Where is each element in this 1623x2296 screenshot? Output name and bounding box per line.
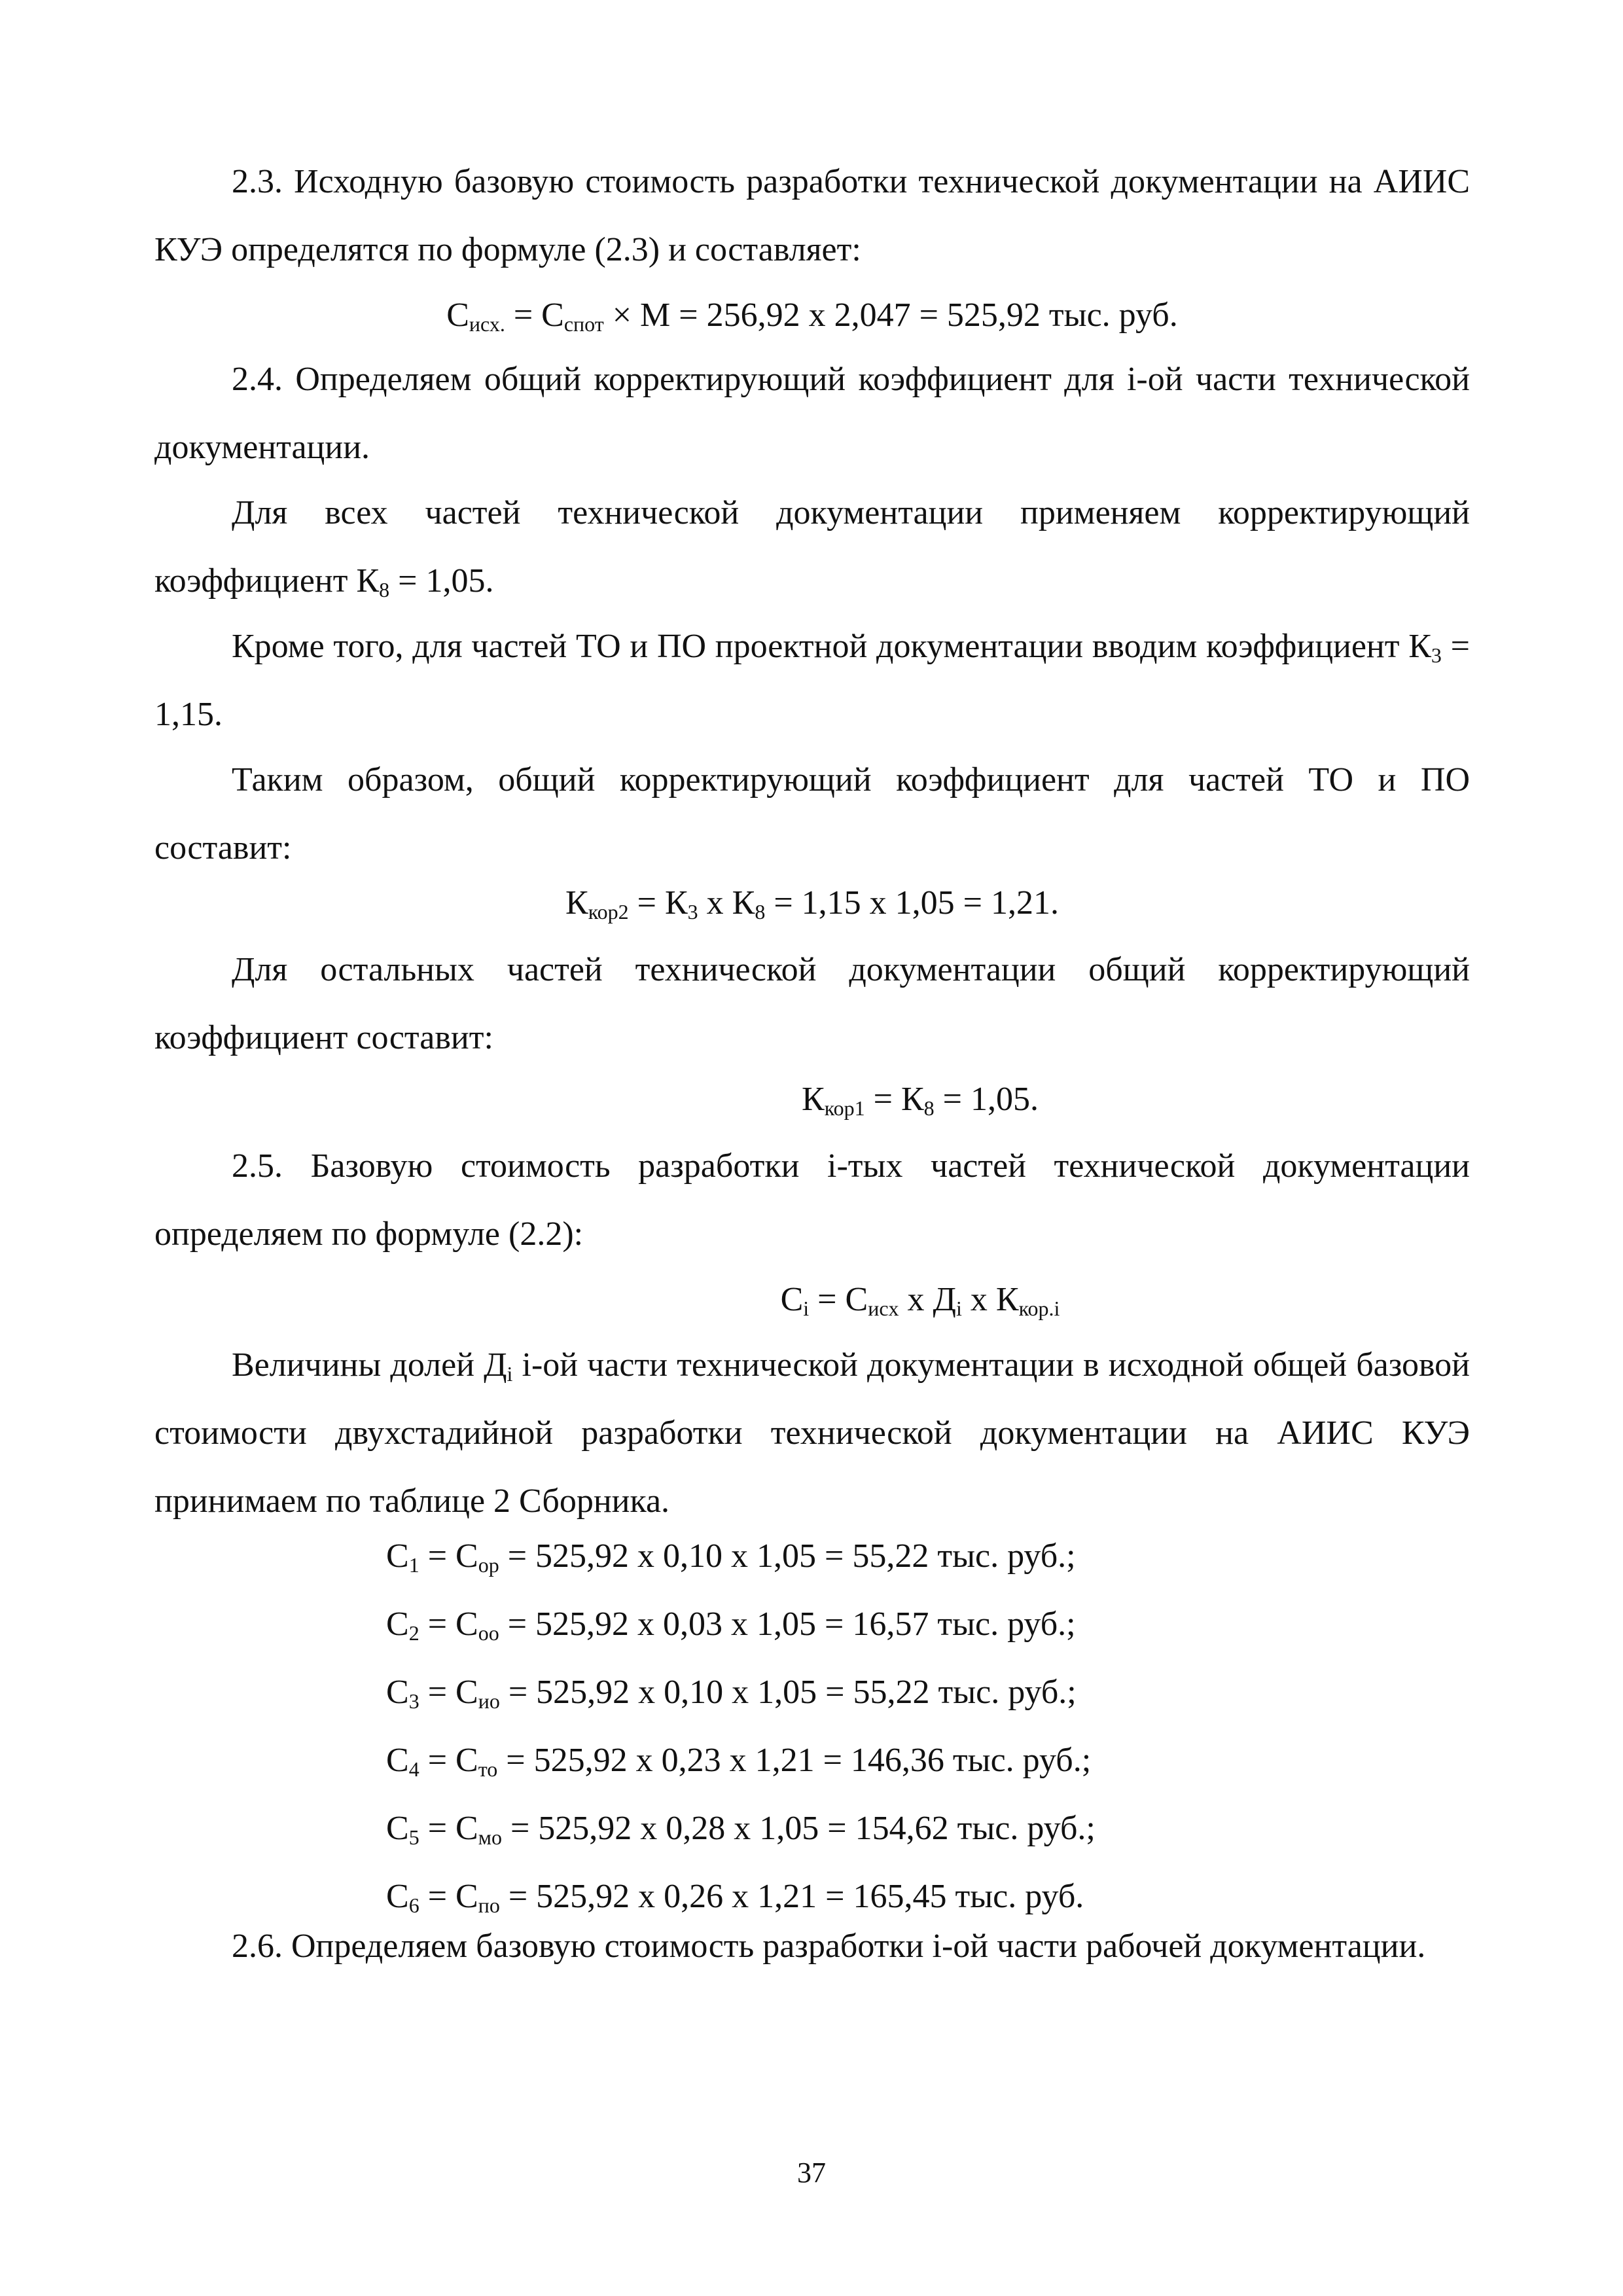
paragraph-k8: Для всех частей технической документации применяем корректирующий коэффициент $К_8 = 1,05$.: [154, 494, 1470, 601]
paragraph-2-4: 2.4. Определяем общий корректирующий коэффициент для i-ой части технической документации.: [154, 361, 1470, 466]
page-number: 37: [797, 2157, 826, 2189]
cost-line: $С_5 = С_{мо} = 525,92$ х 0,28 х 1,05 = 154,62 тыс. руб.;: [386, 1810, 1096, 1849]
formula-c-ish: $С_{исх.} = С_{спот} \times М = 256,92$ х 2,047 = 525,92 тыс. руб.: [446, 296, 1178, 336]
paragraph-2-6: 2.6. Определяем базовую стоимость разработки i-ой части рабочей документации.: [232, 1928, 1426, 1965]
paragraph-thus: Таким образом, общий корректирующий коэффициент для частей ТО и ПО составит:: [154, 761, 1470, 867]
cost-calculations: [386, 1522, 1096, 1931]
formula-c-i: $С_i = С_{иcх}$ х $Д_i$ х $К_{кор.i}$: [780, 1281, 1060, 1320]
cost-line: $С_4 = С_{то} = 525,92$ х 0,23 х 1,21 = 146,36 тыс. руб.;: [386, 1742, 1092, 1781]
paragraph-k3: Кроме того, для частей ТО и ПО проектной документации вводим коэффициент $К_3 = 1,15$.: [154, 628, 1470, 733]
paragraph-2-5: 2.5. Базовую стоимость разработки i-тых частей технической документации определяем по формуле (2.2):: [154, 1147, 1470, 1253]
paragraph-2-3: 2.3. Исходную базовую стоимость разработки технической документации на АИИС КУЭ определятся по формуле (2.3) и составляет:: [154, 163, 1470, 268]
cost-line: $С_2 = С_{оо} = 525,92$ х 0,03 х 1,05 = 16,57 тыс. руб.;: [386, 1605, 1076, 1645]
paragraph-rest: Для остальных частей технической документации общий корректирующий коэффициент составит:: [154, 951, 1470, 1056]
cost-line: $С_6 = С_{по} = 525,92$ х 0,26 х 1,21 = 165,45 тыс. руб.: [386, 1878, 1084, 1917]
formula-k-kor1: $К_{кор1} = К_8 = 1,05$.: [802, 1081, 1039, 1120]
cost-line: $С_1 = С_{ор} = 525,92$ х 0,10 х 1,05 = 55,22 тыс. руб.;: [386, 1537, 1076, 1577]
paragraph-shares: Величины долей $Д_i$ i-ой части технической документации в исходной общей базовой стоимости двухстадийной разработки технической документации на АИИС КУЭ принимаем по таблице 2 Сборника.: [154, 1346, 1470, 1520]
cost-line: $С_3 = С_{ио} = 525,92$ х 0,10 х 1,05 = 55,22 тыс. руб.;: [386, 1674, 1077, 1713]
formula-k-kor2: $К_{кор2} = К_3$ х $К_8 = 1,15$ х 1,05 = 1,21.: [565, 884, 1059, 924]
